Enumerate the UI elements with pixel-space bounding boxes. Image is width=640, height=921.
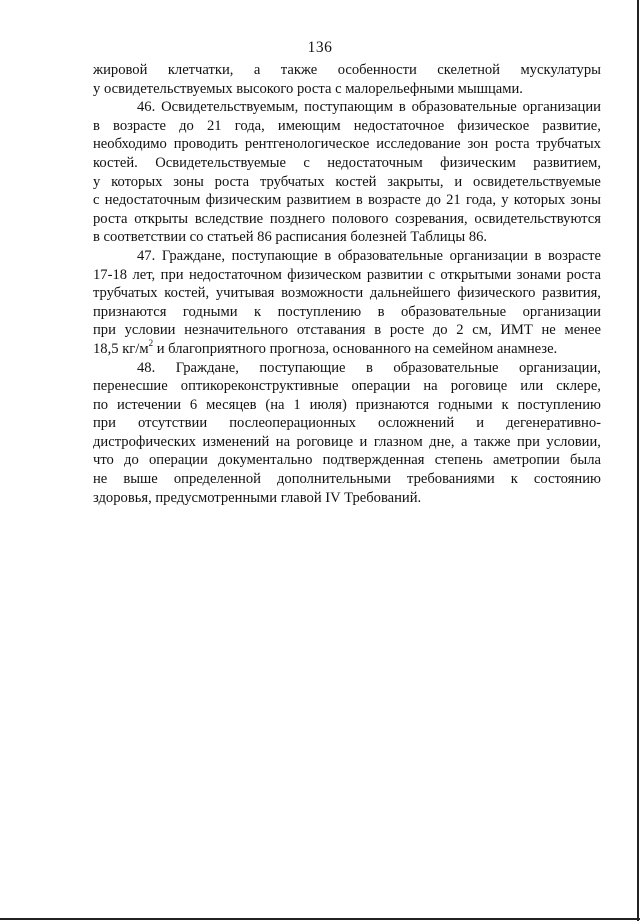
word: дистрофических xyxy=(93,433,196,450)
word: также xyxy=(280,62,318,78)
word: зон xyxy=(467,136,489,153)
word: ИМТ xyxy=(500,322,533,339)
word: в xyxy=(374,322,382,339)
word: и xyxy=(454,173,463,190)
word: недостаточным xyxy=(327,154,423,171)
word: возрасте xyxy=(113,117,166,134)
word: перенесшие xyxy=(93,378,168,395)
word: трубчатых xyxy=(259,173,325,190)
word: была xyxy=(569,452,601,469)
word: 2 xyxy=(456,322,464,339)
word: созревания, xyxy=(395,210,468,227)
word: рентгенологическое xyxy=(244,136,370,153)
word: глазном xyxy=(373,433,423,450)
word: в xyxy=(355,192,363,209)
word: которых xyxy=(513,192,566,209)
word: с xyxy=(93,192,100,209)
word: физическим xyxy=(440,154,516,171)
word: условии xyxy=(124,322,176,339)
word: с xyxy=(303,154,310,171)
word: учитывая xyxy=(215,285,275,302)
word: организации xyxy=(522,303,601,320)
text-line xyxy=(93,414,601,433)
word: позднего xyxy=(269,210,326,227)
word: скелетной xyxy=(437,62,500,78)
word: открытыми xyxy=(440,266,512,283)
text-line xyxy=(93,396,601,415)
word: при xyxy=(516,433,540,450)
word: по xyxy=(93,396,109,413)
word: роста xyxy=(495,136,530,153)
word: определенной xyxy=(173,471,261,488)
word: возможности xyxy=(281,285,364,302)
word: а xyxy=(253,62,261,78)
word: до xyxy=(426,192,441,209)
word: полового xyxy=(331,210,389,227)
word: признаются xyxy=(355,396,430,413)
word: не xyxy=(93,471,108,488)
word: операции xyxy=(148,452,208,469)
word: росте xyxy=(389,322,425,339)
word: дополнительными xyxy=(276,471,391,488)
word: дальнейшего xyxy=(369,285,451,302)
word: трубчатых xyxy=(93,285,158,302)
word: в xyxy=(93,117,100,134)
word: состоянию xyxy=(533,471,601,488)
text-line xyxy=(93,321,601,340)
word: образовательные xyxy=(411,99,517,116)
word: Граждане, xyxy=(175,359,239,376)
word: в xyxy=(377,303,385,320)
word: роговице xyxy=(450,378,508,395)
word: условии, xyxy=(546,433,601,450)
word: развитии xyxy=(366,266,424,283)
word: имеющим xyxy=(277,117,341,134)
word: незначительного xyxy=(184,322,289,339)
word: организации xyxy=(522,99,601,116)
paragraph-48-start xyxy=(93,359,601,378)
word: на xyxy=(275,433,291,450)
word: вследствие xyxy=(194,210,264,227)
word: изменений xyxy=(202,433,270,450)
word: дегенеративно- xyxy=(506,415,601,432)
word: освидетельствуемые xyxy=(473,173,601,190)
word: Освидетельствуемые xyxy=(155,154,286,171)
word: исследование xyxy=(376,136,461,153)
word: физическом xyxy=(287,266,362,283)
word: 21 xyxy=(446,192,461,209)
word: до xyxy=(124,452,139,469)
word: возрасте xyxy=(367,192,421,209)
word: поступающие xyxy=(259,359,346,376)
word: годными xyxy=(182,303,238,320)
word: образовательные xyxy=(337,247,443,264)
word: 6 xyxy=(189,396,198,413)
text-line xyxy=(93,210,601,229)
paragraph-47-start xyxy=(93,247,601,266)
word: поступлению xyxy=(277,303,362,320)
word: в xyxy=(534,247,542,264)
word: при xyxy=(160,266,184,283)
word: отсутствии xyxy=(137,415,208,432)
word: недостаточным xyxy=(104,192,201,209)
word: 1 xyxy=(293,396,301,413)
word: 46. xyxy=(137,99,156,116)
word: на xyxy=(423,378,438,395)
word: выше xyxy=(123,471,158,488)
word: степень xyxy=(434,452,483,469)
word: с xyxy=(428,266,435,283)
word: осложнений xyxy=(378,415,455,432)
word: подтвержденная xyxy=(322,452,425,469)
text-line: у освидетельствуемых высокого роста с малорельефными мышцами. xyxy=(93,80,523,97)
word: зоны xyxy=(173,173,204,190)
word: месяцев xyxy=(206,396,257,413)
word: возрасте xyxy=(548,247,601,264)
word: 48. xyxy=(137,359,156,376)
text-line xyxy=(93,451,601,470)
word: костей. xyxy=(93,154,138,171)
word: закрыты, xyxy=(387,173,444,190)
word: развитие, xyxy=(542,117,601,134)
word: недостаточном xyxy=(189,266,282,283)
word: трубчатых xyxy=(536,136,601,153)
word: роста xyxy=(566,266,601,283)
text-line xyxy=(93,377,601,396)
scan-edge-right xyxy=(637,0,639,921)
word: 17-18 xyxy=(93,266,128,283)
word: развития, xyxy=(542,285,601,302)
word: июля) xyxy=(309,396,347,413)
bmi-text-pre: 18,5 кг/м xyxy=(93,340,149,357)
text-line: здоровья, предусмотренными главой IV Требований. xyxy=(93,489,422,506)
word: Освидетельствуемым, xyxy=(161,99,299,116)
word: костей, xyxy=(164,285,210,302)
word: годными xyxy=(438,396,493,413)
word: не xyxy=(541,322,556,339)
word: развитием, xyxy=(533,154,601,171)
word: у xyxy=(501,192,509,209)
word: освидетельствуются xyxy=(474,210,601,227)
word: признаются xyxy=(93,303,167,320)
word: организации xyxy=(449,247,528,264)
superscript: 2 xyxy=(148,338,154,349)
word: которых xyxy=(111,173,163,190)
word: или xyxy=(520,378,544,395)
word: 21 xyxy=(206,117,222,134)
word: менее xyxy=(564,322,601,339)
word: при xyxy=(93,415,116,432)
text-line xyxy=(93,303,601,322)
text-line xyxy=(93,61,601,80)
word: открыты xyxy=(134,210,189,227)
word: к xyxy=(254,303,262,320)
word: физического xyxy=(457,285,536,302)
word: образовательные xyxy=(393,359,499,376)
word: роговице xyxy=(296,433,354,450)
word: оптикореконструктивные xyxy=(180,378,339,395)
word: физическое xyxy=(457,117,530,134)
word: костей xyxy=(335,173,377,190)
word: образовательные xyxy=(400,303,507,320)
text-line xyxy=(93,135,601,154)
word: отставания xyxy=(296,322,366,339)
word: роста xyxy=(93,210,128,227)
word: года, xyxy=(234,117,265,134)
word: поступлению xyxy=(517,396,601,413)
text-line xyxy=(93,173,601,192)
word: проводить xyxy=(173,136,239,153)
bmi-text-post: и благоприятного прогноза, основанного на семейном анамнезе. xyxy=(153,340,558,357)
word: также xyxy=(474,433,511,450)
word: к xyxy=(510,471,518,488)
word: жировой xyxy=(93,62,148,78)
text-line xyxy=(93,433,601,452)
paragraph-46-start xyxy=(93,98,601,117)
word: склере, xyxy=(556,378,601,395)
text-line xyxy=(93,191,601,210)
word: в xyxy=(324,247,332,264)
word: недостаточное xyxy=(353,117,445,134)
text-line xyxy=(93,117,601,136)
word: в xyxy=(365,359,373,376)
scan-edge-bottom xyxy=(0,918,640,920)
document-body xyxy=(93,61,601,507)
word: и xyxy=(476,415,485,432)
word: при xyxy=(93,322,116,339)
word: истечении xyxy=(116,396,182,413)
word: поступающим xyxy=(304,99,394,116)
word: зонами xyxy=(516,266,562,283)
word: до xyxy=(432,322,448,339)
word: (на xyxy=(265,396,285,413)
word: операции xyxy=(351,378,411,395)
word: организации, xyxy=(518,359,601,376)
text-line xyxy=(93,284,601,303)
page-number: 136 xyxy=(307,39,333,56)
word: лет, xyxy=(132,266,156,283)
text-line: в соответствии со статьей 86 расписания болезней Таблицы 86. xyxy=(93,229,488,246)
word: в xyxy=(398,99,406,116)
text-line-with-superscript xyxy=(93,340,601,359)
word: необходимо xyxy=(93,136,167,153)
word: зоны xyxy=(570,192,601,209)
word: 47. xyxy=(137,247,156,264)
word: развитием xyxy=(286,192,351,209)
text-line xyxy=(93,266,601,285)
word: Граждане, xyxy=(161,247,226,264)
word: к xyxy=(501,396,509,413)
word: и xyxy=(359,433,368,450)
text-line xyxy=(93,470,601,489)
word: требованиями xyxy=(407,471,495,488)
word: до xyxy=(179,117,194,134)
word: мускулатуры xyxy=(520,62,601,78)
word: что xyxy=(93,452,114,469)
word: года, xyxy=(465,192,497,209)
text-line xyxy=(93,154,601,173)
word: а xyxy=(461,433,468,450)
word: у xyxy=(93,173,101,190)
word: поступающие xyxy=(231,247,318,264)
word: физическим xyxy=(205,192,282,209)
word: документально xyxy=(217,452,313,469)
word: аметропии xyxy=(493,452,560,469)
word: особенности xyxy=(337,62,417,78)
word: роста xyxy=(214,173,250,190)
word: клетчатки, xyxy=(167,62,234,78)
word: см, xyxy=(472,322,492,339)
word: послеоперационных xyxy=(229,415,356,432)
word: дне, xyxy=(429,433,455,450)
